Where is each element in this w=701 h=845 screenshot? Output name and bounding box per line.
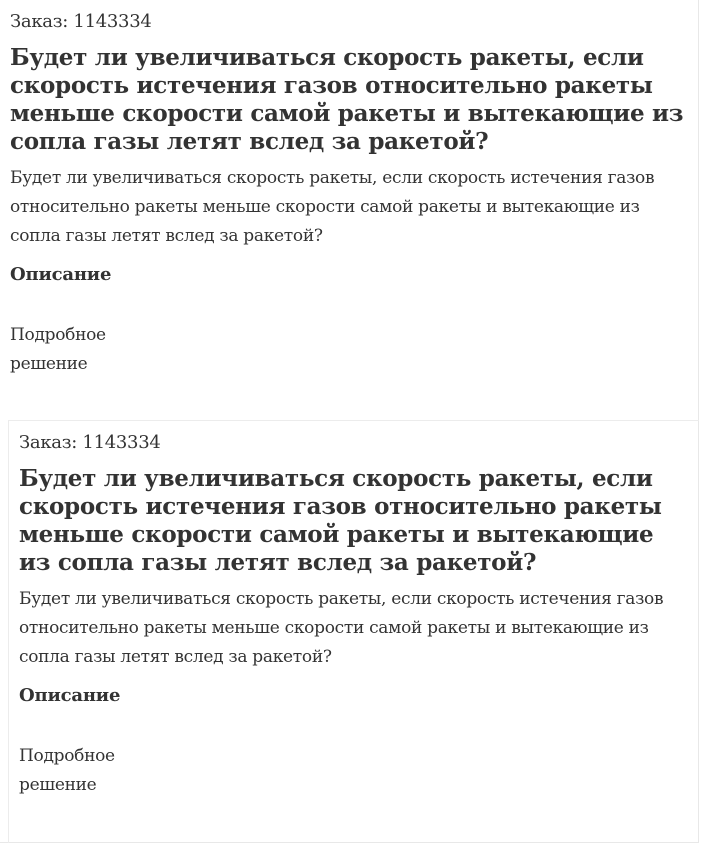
order-number: Заказ: 1143334 xyxy=(19,432,161,453)
order-card-1 xyxy=(0,0,699,420)
detailed-solution-label: Подробное решение xyxy=(19,746,115,795)
description-heading: Описание xyxy=(10,264,112,285)
order-number: Заказ: 1143334 xyxy=(10,11,152,32)
question-text: Будет ли увеличиваться скорость ракеты, если скорость истечения газов относительно ракеты меньше скорости самой ракеты и вытекающие из сопла газы летят вслед за ракетой? xyxy=(19,589,664,667)
order-card-2 xyxy=(8,420,699,843)
detailed-solution-label: Подробное решение xyxy=(10,325,106,374)
question-title: Будет ли увеличиваться скорость ракеты, если скорость истечения газов относительно ракеты меньше скорости самой ракеты и вытекающие из сопла газы летят вслед за ракетой? xyxy=(10,44,684,155)
question-title: Будет ли увеличиваться скорость ракеты, если скорость истечения газов относительно ракеты меньше скорости самой ракеты и вытекающие из сопла газы летят вслед за ракетой? xyxy=(19,465,662,576)
question-text: Будет ли увеличиваться скорость ракеты, если скорость истечения газов относительно ракеты меньше скорости самой ракеты и вытекающие из сопла газы летят вслед за ракетой? xyxy=(10,168,655,246)
description-heading: Описание xyxy=(19,685,121,706)
